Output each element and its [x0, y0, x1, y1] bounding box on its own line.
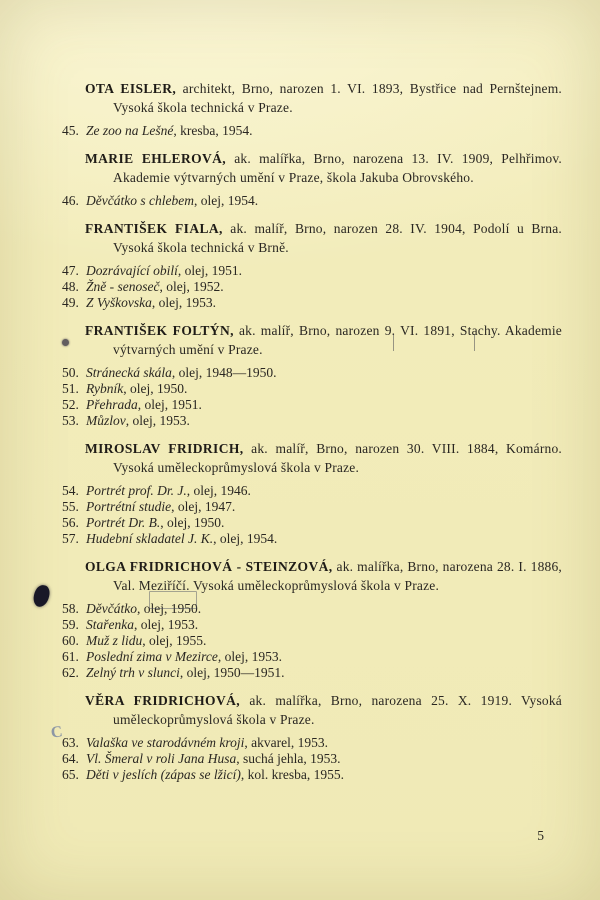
- work-number: 62.: [62, 665, 79, 680]
- artist-name: FRANTIŠEK FOLTÝN,: [85, 323, 234, 338]
- work-title: Děvčátko s chlebem: [86, 193, 194, 208]
- work-entry: [62, 483, 562, 498]
- work-entry: [62, 649, 562, 664]
- work-title: Zelný trh v slunci: [86, 665, 180, 680]
- artist-details: ak. malíř, Brno, narozen 9. VI. 1891, Stachy. Akademie výtvarných umění v Praze.: [113, 323, 562, 357]
- work-entry: [62, 279, 562, 294]
- pencil-bracket-mark: [393, 334, 475, 351]
- work-number: 57.: [62, 531, 79, 546]
- work-details: , olej, 1948—1950.: [171, 365, 277, 380]
- artist-entry: [85, 439, 562, 477]
- work-details: , olej, 1946.: [186, 483, 251, 498]
- work-number: 46.: [62, 193, 79, 208]
- work-number: 56.: [62, 515, 79, 530]
- ink-dot-mark: [62, 339, 69, 346]
- work-entry: [62, 633, 562, 648]
- artist-details: architekt, Brno, narozen 1. VI. 1893, Bystřice nad Pernštejnem. Vysoká škola technická v Praze.: [113, 81, 562, 115]
- work-entry: [62, 365, 562, 380]
- work-entry: [62, 601, 562, 616]
- work-title: Z Vyškovska: [86, 295, 152, 310]
- work-title: Děti v jeslích (zápas se lžicí): [86, 767, 241, 782]
- work-number: 60.: [62, 633, 79, 648]
- artist-details: ak. malířka, Brno, narozena 13. IV. 1909, Pelhřimov. Akademie výtvarných umění v Praze, škola Jakuba Obrovského.: [113, 151, 562, 185]
- work-title: Můzlov: [86, 413, 126, 428]
- work-title: Portrét Dr. B.: [86, 515, 161, 530]
- work-title: Stránecká skála: [86, 365, 172, 380]
- work-title: Vl. Šmeral v roli Jana Husa: [86, 751, 237, 766]
- work-number: 65.: [62, 767, 79, 782]
- work-entry: [62, 531, 562, 546]
- work-number: 52.: [62, 397, 79, 412]
- artist-entry: [85, 219, 563, 257]
- work-number: 49.: [62, 295, 79, 310]
- artist-entry: [85, 79, 562, 117]
- work-number: 54.: [62, 483, 79, 498]
- artist-details: ak. malíř, Brno, narozen 30. VIII. 1884, Komárno. Vysoká uměleckoprůmyslová škola v Praze.: [113, 441, 562, 475]
- pencil-box-mark: [149, 591, 197, 609]
- artist-entry: [85, 321, 562, 359]
- artist-details: ak. malířka, Brno, narozena 28. I. 1886, Val. Meziříčí. Vysoká uměleckoprůmyslová škola v Praze.: [113, 559, 562, 593]
- work-details: , olej, 1950.: [123, 381, 188, 396]
- artist-name: OTA EISLER,: [85, 81, 177, 96]
- work-number: 53.: [62, 413, 79, 428]
- artist-name: VĚRA FRIDRICHOVÁ,: [85, 693, 241, 708]
- work-entry: [62, 413, 562, 428]
- work-entry: [62, 735, 562, 750]
- work-entry: [62, 515, 562, 530]
- work-number: 51.: [62, 381, 79, 396]
- work-details: , olej, 1950.: [160, 515, 225, 530]
- work-title: Portrétní studie: [86, 499, 172, 514]
- page-number: 5: [537, 828, 544, 843]
- work-title: Ze zoo na Lešné: [86, 123, 174, 138]
- artist-details: ak. malířka, Brno, narozena 25. X. 1919. Vysoká uměleckoprůmyslová škola v Praze.: [113, 693, 563, 727]
- work-title: Žně - senoseč: [86, 279, 160, 294]
- artist-entry: [85, 691, 563, 729]
- work-number: 55.: [62, 499, 79, 514]
- work-number: 64.: [62, 751, 79, 766]
- work-entry: [62, 499, 562, 514]
- artist-entry: [85, 149, 562, 187]
- work-details: , olej, 1953.: [134, 617, 199, 632]
- work-details: , olej, 1952.: [159, 279, 224, 294]
- work-number: 63.: [62, 735, 79, 750]
- work-entry: [62, 193, 562, 208]
- pencil-c-mark: C: [49, 723, 64, 742]
- work-details: , olej, 1951.: [137, 397, 202, 412]
- work-entry: [62, 751, 562, 766]
- work-details: , olej, 1954.: [213, 531, 278, 546]
- artist-name: MARIE EHLEROVÁ,: [85, 151, 227, 166]
- artist-name: MIROSLAV FRIDRICH,: [85, 441, 244, 456]
- work-title: Hudební skladatel J. K.: [86, 531, 214, 546]
- work-title: Valaška ve starodávném kroji: [86, 735, 245, 750]
- work-entry: [62, 263, 562, 278]
- work-title: Muž z lidu: [86, 633, 143, 648]
- work-title: Přehrada: [86, 397, 138, 412]
- work-number: 50.: [62, 365, 79, 380]
- work-entry: [62, 123, 562, 138]
- work-number: 45.: [62, 123, 79, 138]
- work-details: , akvarel, 1953.: [244, 735, 328, 750]
- work-title: Portrét prof. Dr. J.: [86, 483, 187, 498]
- work-details: , olej, 1955.: [142, 633, 207, 648]
- work-details: , olej, 1954.: [193, 193, 259, 208]
- work-entry: [62, 617, 562, 632]
- work-title: Poslední zima v Mezirce: [86, 649, 218, 664]
- work-details: , suchá jehla, 1953.: [236, 751, 341, 766]
- work-title: Stařenka: [86, 617, 134, 632]
- work-details: , olej, 1953.: [217, 649, 282, 664]
- work-entry: [62, 665, 562, 680]
- work-details: , kresba, 1954.: [173, 123, 253, 138]
- work-details: , kol. kresba, 1955.: [240, 767, 344, 782]
- work-entry: [62, 295, 562, 310]
- artist-name: OLGA FRIDRICHOVÁ - STEINZOVÁ,: [85, 559, 333, 574]
- artist-details: ak. malíř, Brno, narozen 28. IV. 1904, Podolí u Brna. Vysoká škola technická v Brně.: [113, 221, 563, 255]
- work-number: 48.: [62, 279, 79, 294]
- work-details: , olej, 1950.: [136, 601, 202, 616]
- work-entry: [62, 381, 562, 396]
- work-entry: [62, 767, 562, 782]
- work-title: Dozrávající obilí: [86, 263, 178, 278]
- work-details: , olej, 1950—1951.: [179, 665, 285, 680]
- work-number: 59.: [62, 617, 79, 632]
- work-number: 61.: [62, 649, 79, 664]
- work-details: , olej, 1951.: [177, 263, 242, 278]
- work-title: Děvčátko: [86, 601, 137, 616]
- artist-entry: [85, 557, 562, 595]
- work-details: , olej, 1953.: [125, 413, 190, 428]
- work-number: 47.: [62, 263, 79, 278]
- work-details: , olej, 1947.: [171, 499, 236, 514]
- work-details: , olej, 1953.: [151, 295, 216, 310]
- artist-name: FRANTIŠEK FIALA,: [85, 221, 223, 236]
- work-number: 58.: [62, 601, 79, 616]
- work-title: Rybník: [86, 381, 124, 396]
- work-entry: [62, 397, 562, 412]
